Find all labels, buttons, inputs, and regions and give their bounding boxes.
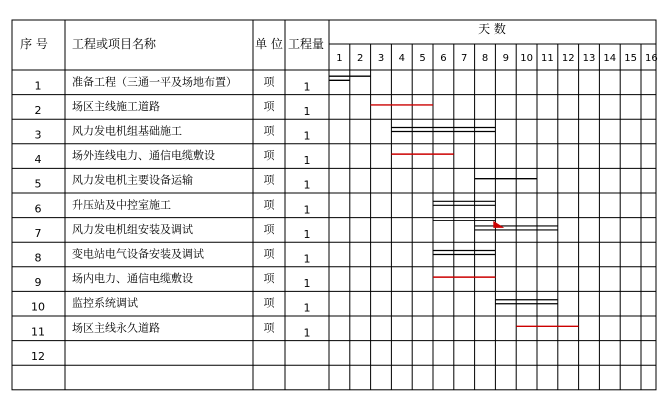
day-number: 6 <box>440 53 447 64</box>
row-task-name: 监控系统调试 <box>72 296 138 310</box>
day-number: 8 <box>481 53 489 64</box>
row-unit: 项 <box>263 75 275 89</box>
header-seq: 序 号 <box>20 37 48 51</box>
row-unit: 项 <box>263 247 275 261</box>
day-number: 13 <box>582 53 596 64</box>
row-unit: 项 <box>263 321 275 335</box>
row-unit: 项 <box>263 173 275 187</box>
row-quantity: 1 <box>303 178 311 192</box>
row-unit: 项 <box>263 124 275 138</box>
row-quantity: 1 <box>303 154 311 168</box>
day-number: 16 <box>645 53 658 64</box>
row-task-name: 升压站及中控室施工 <box>72 198 171 212</box>
row-number: 7 <box>34 226 42 240</box>
row-task-name: 风力发电机组基础施工 <box>72 124 182 138</box>
day-number: 2 <box>357 53 364 64</box>
row-task-name: 风力发电机主要设备运输 <box>72 173 193 187</box>
row-unit: 项 <box>263 296 275 310</box>
day-number: 3 <box>377 53 385 64</box>
row-task-name: 风力发电机组安装及调试 <box>72 222 193 236</box>
row-task-name: 场区主线施工道路 <box>72 99 160 113</box>
row-unit: 项 <box>263 198 275 212</box>
day-number: 4 <box>398 53 405 64</box>
header-qty: 工程量 <box>287 37 325 51</box>
row-task-name: 变电站电气设备安装及调试 <box>72 247 204 261</box>
day-number: 15 <box>624 53 637 64</box>
day-number: 12 <box>561 53 575 64</box>
day-number: 5 <box>419 53 426 64</box>
day-number: 1 <box>336 53 343 64</box>
row-number: 12 <box>31 349 45 363</box>
day-number: 9 <box>502 53 509 64</box>
row-number: 3 <box>34 128 42 142</box>
row-number: 6 <box>34 202 42 216</box>
row-quantity: 1 <box>303 203 311 217</box>
day-number: 11 <box>541 53 554 64</box>
row-task-name: 场内电力、通信电缆敷设 <box>72 272 193 286</box>
day-number: 14 <box>603 53 617 64</box>
row-unit: 项 <box>263 149 275 163</box>
row-quantity: 1 <box>303 104 311 118</box>
row-number: 1 <box>34 79 42 93</box>
row-number: 2 <box>34 103 42 117</box>
row-unit: 项 <box>263 99 275 113</box>
row-task-name: 场外连线电力、通信电缆敷设 <box>72 149 215 163</box>
header-days: 天 数 <box>478 22 506 36</box>
row-quantity: 1 <box>303 129 311 143</box>
row-quantity: 1 <box>303 277 311 291</box>
row-number: 4 <box>34 153 42 167</box>
milestone-marker <box>493 221 504 228</box>
row-quantity: 1 <box>303 227 311 241</box>
day-number: 10 <box>520 53 533 64</box>
row-unit: 项 <box>263 272 275 286</box>
row-quantity: 1 <box>303 326 311 340</box>
row-quantity: 1 <box>303 301 311 315</box>
day-number: 7 <box>461 53 468 64</box>
row-unit: 项 <box>263 222 275 236</box>
row-number: 9 <box>34 276 42 290</box>
row-task-name: 场区主线永久道路 <box>72 321 160 335</box>
row-task-name: 准备工程（三通一平及场地布置） <box>72 75 237 89</box>
row-number: 5 <box>34 177 42 191</box>
row-quantity: 1 <box>303 252 311 266</box>
row-quantity: 1 <box>303 80 311 94</box>
row-number: 11 <box>31 325 45 339</box>
header-unit: 单 位 <box>255 37 283 51</box>
header-name: 工程或项目名称 <box>72 37 157 51</box>
row-number: 8 <box>34 251 42 265</box>
row-number: 10 <box>31 300 45 314</box>
